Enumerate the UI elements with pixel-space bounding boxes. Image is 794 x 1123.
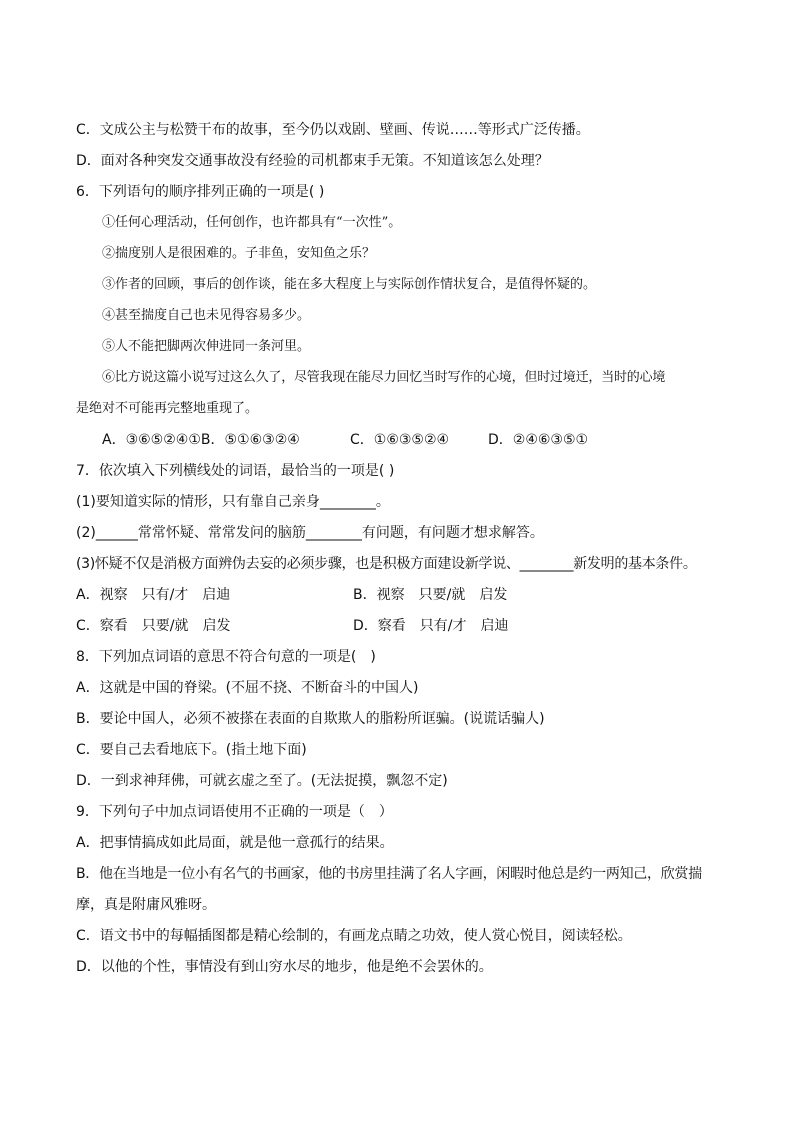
- q7-option-c[interactable]: C．察看 只要/就 启发: [76, 618, 231, 634]
- q8-option-d[interactable]: D．一到求神拜佛，可就玄虚之至了。(无法捉摸，飘忽不定): [76, 773, 448, 789]
- q9-option-b-cont: 摩，真是附庸风雅呀。: [76, 897, 216, 913]
- q6-sentence-6: ⑥比方说这篇小说写过这么久了，尽管我现在能尽力回忆当时写作的心境，但时过境迁，当时的心境: [102, 370, 666, 385]
- q7-option-a[interactable]: A．视察 只有/才 启迪: [76, 587, 231, 603]
- q6-options: [102, 430, 734, 450]
- q7-options-row-2: [76, 616, 734, 636]
- q7-blank-2: (2)______常常怀疑、常常发问的脑筋________有问题，有问题才想求解答。: [76, 525, 544, 541]
- q7-stem: 7．依次填入下列横线处的词语，最恰当的一项是( ): [76, 463, 395, 479]
- q9-option-c[interactable]: C．语文书中的每幅插图都是精心绘制的，有画龙点睛之功效，使人赏心悦目，阅读轻松。: [76, 928, 632, 944]
- q9-option-a[interactable]: A．把事情搞成如此局面，就是他一意孤行的结果。: [76, 835, 394, 851]
- q6-option-ab[interactable]: A．③⑥⑤②④①B．⑤①⑥③②④: [102, 432, 300, 448]
- q7-option-b[interactable]: B．视察 只要/就 启发: [353, 587, 508, 603]
- q6-sentence-5: ⑤人不能把脚两次伸进同一条河里。: [102, 339, 311, 354]
- q7-blank-1: (1)要知道实际的情形，只有靠自己亲身________。: [76, 494, 390, 510]
- q6-sentence-2: ②揣度别人是很困难的。子非鱼，安知鱼之乐？: [102, 246, 376, 261]
- q9-option-b[interactable]: B．他在当地是一位小有名气的书画家，他的书房里挂满了名人字画，闲暇时他总是约一两知己，欣赏揣: [76, 866, 702, 882]
- q7-blank-3: (3)怀疑不仅是消极方面辨伪去妄的必须步骤，也是积极方面建设新学说、________新发明的基本条件。: [76, 556, 697, 572]
- q6-stem: 6．下列语句的顺序排列正确的一项是( ): [76, 184, 325, 200]
- q5-option-c: C．文成公主与松赞干布的故事，至今仍以戏剧、壁画、传说……等形式广泛传播。: [76, 122, 590, 138]
- q6-sentence-4: ④甚至揣度自己也未见得容易多少。: [102, 308, 311, 323]
- q8-option-b[interactable]: B．要论中国人，必须不被搽在表面的自欺欺人的脂粉所诓骗。(说谎话骗人): [76, 711, 545, 727]
- q8-stem: 8．下列加点词语的意思不符合句意的一项是( ): [76, 649, 376, 665]
- q6-sentence-6-cont: 是绝对不可能再完整地重现了。: [76, 401, 259, 416]
- q7-options-row-1: [76, 585, 734, 605]
- q6-sentence-1: ①任何心理活动，任何创作，也许都具有“一次性”。: [102, 215, 402, 230]
- q7-option-d[interactable]: D．察看 只有/才 启迪: [353, 618, 509, 634]
- q6-option-d[interactable]: D．②④⑥③⑤①: [488, 432, 589, 448]
- q6-sentence-3: ③作者的回顾，事后的创作谈，能在多大程度上与实际创作情状复合，是值得怀疑的。: [102, 277, 597, 292]
- q5-option-d: D．面对各种突发交通事故没有经验的司机都束手无策。不知道该怎么处理？: [76, 153, 549, 169]
- q8-option-c[interactable]: C．要自己去看地底下。(指土地下面): [76, 742, 307, 758]
- q6-option-c[interactable]: C．①⑥③⑤②④: [350, 432, 450, 448]
- q9-stem: 9．下列句子中加点词语使用不正确的一项是（ ）: [76, 804, 393, 820]
- q8-option-a[interactable]: A．这就是中国的脊梁。(不屈不挠、不断奋斗的中国人): [76, 680, 419, 696]
- q9-option-d[interactable]: D．以他的个性，事情没有到山穷水尽的地步，他是绝不会罢休的。: [76, 959, 493, 975]
